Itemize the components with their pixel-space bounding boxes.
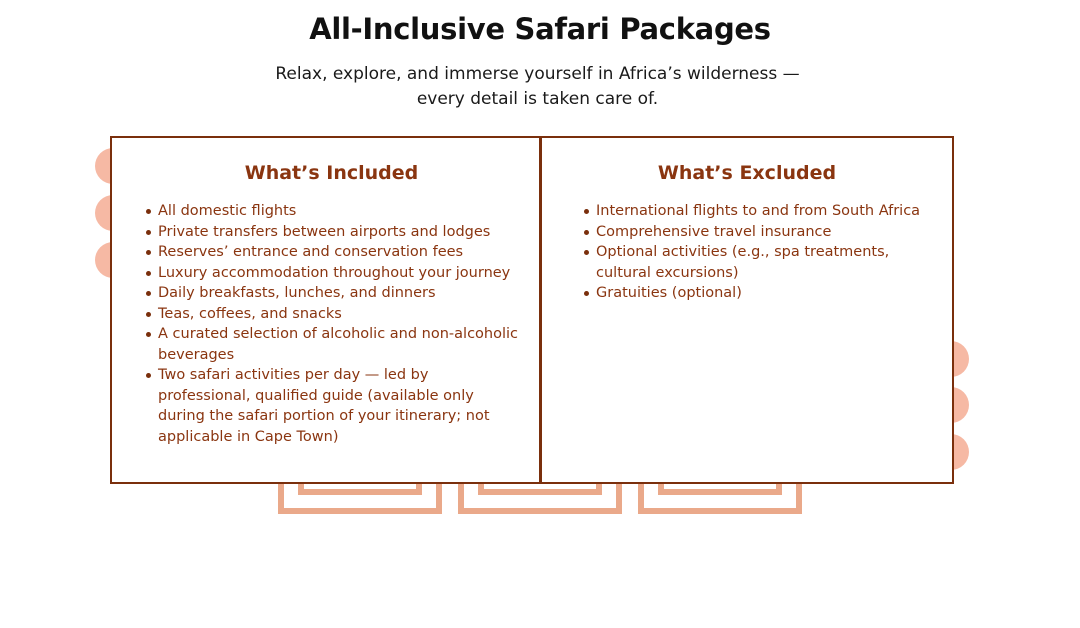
bullet-icon (146, 373, 151, 378)
bullet-icon (146, 332, 151, 337)
list-item: Gratuities (optional) (596, 283, 932, 304)
list-item: A curated selection of alcoholic and non-alcoholic beverages (158, 324, 519, 365)
packages-card (110, 136, 954, 484)
bullet-icon (584, 209, 589, 214)
bullet-icon (146, 312, 151, 317)
page-subtitle: Relax, explore, and immerse yourself in Africa’s wilderness — every detail is taken care of. (275, 64, 800, 109)
list-item: Teas, coffees, and snacks (158, 304, 519, 325)
bullet-icon (584, 250, 589, 255)
list-item: Two safari activities per day — led by professional, qualified guide (available only during the safari portion of your itinerary; not applicable in Cape Town) (158, 365, 519, 447)
excluded-panel (542, 138, 952, 482)
list-item: All domestic flights (158, 201, 519, 222)
included-title: What’s Included (244, 162, 419, 184)
list-item: Luxury accommodation throughout your journey (158, 263, 519, 284)
list-item: Reserves’ entrance and conservation fees (158, 242, 519, 263)
bullet-icon (146, 291, 151, 296)
list-item: International flights to and from South Africa (596, 201, 932, 222)
bullet-icon (146, 250, 151, 255)
list-item: Optional activities (e.g., spa treatments, cultural excursions) (596, 242, 932, 283)
included-panel (112, 138, 542, 482)
bullet-icon (146, 230, 151, 235)
page-title: All-Inclusive Safari Packages (309, 12, 771, 46)
bullet-icon (146, 271, 151, 276)
bullet-icon (146, 209, 151, 214)
list-item: Daily breakfasts, lunches, and dinners (158, 283, 519, 304)
included-list (144, 201, 519, 447)
list-item: Comprehensive travel insurance (596, 222, 932, 243)
list-item: Private transfers between airports and lodges (158, 222, 519, 243)
bullet-icon (584, 230, 589, 235)
bullet-icon (584, 291, 589, 296)
excluded-title: What’s Excluded (657, 162, 837, 184)
excluded-list (582, 201, 932, 304)
